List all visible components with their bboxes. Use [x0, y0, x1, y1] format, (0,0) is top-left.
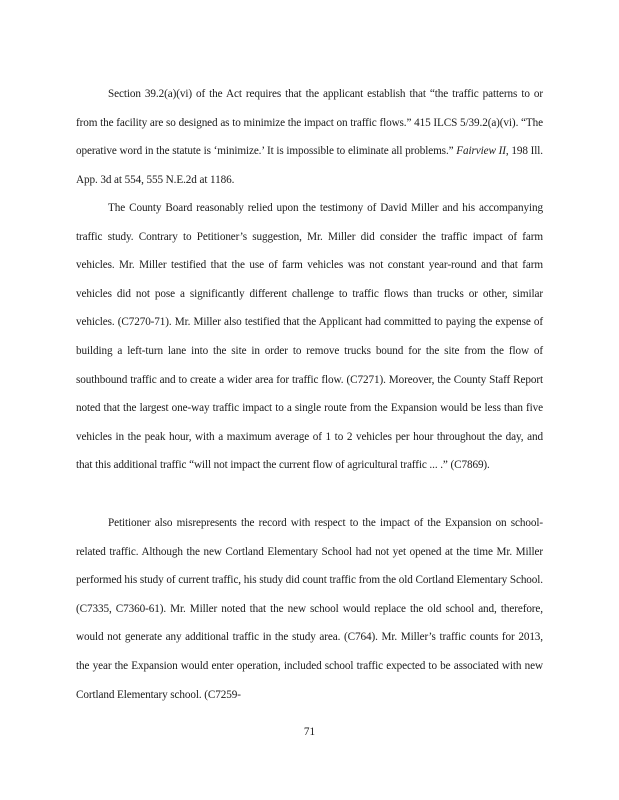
page-number: 71 — [303, 726, 316, 738]
paragraph-1-text: Section 39.2(a)(vi) of the Act requires that the applicant establish that “the traffic patterns to or from the facility are so designed as to minimize the impact on traffic flows.” 415 ILCS 5/39.2(a)(vi). “The operative word in the statute is ‘minimize.’ It is impossible to eliminate all problems.” — [76, 88, 543, 158]
paragraph-county-board: The County Board reasonably relied upon the testimony of David Miller and his accompanying traffic study. Contrary to Petitioner’s suggestion, Mr. Miller did consider the traffic impact of farm vehicles. Mr. Miller testified that the use of farm vehicles was not constant year-round and that farm vehicles did not pose a significantly different challenge to traffic flows than trucks or other, similar vehicles. (C7270-71). Mr. Miller also testified that the Applicant had committed to paying the expense of building a left-turn lane into the site in order to remove trucks bound for the site from the flow of southbound traffic and to create a wider area for traffic flow. (C7271). Moreover, the County Staff Report noted that the largest one-way traffic impact to a single route from the Expansion would be less than five vehicles in the peak hour, with a maximum average of 1 to 2 vehicles per hour throughout the day, and that this additional traffic “will not impact the current flow of agricultural traffic ... .” (C7869). — [76, 202, 543, 472]
paragraph-section-39 — [76, 80, 543, 194]
case-name-citation: Fairview II — [456, 145, 506, 158]
paragraph-school-traffic: Petitioner also misrepresents the record with respect to the impact of the Expansion on school-related traffic. Although the new Cortland Elementary School had not yet opened at the time Mr. Miller performed his study of current traffic, his study did count traffic from the old Cortland Elementary School. (C7335, C7360-61). Mr. Miller noted that the new school would replace the old school and, therefore, would not generate any additional traffic in the study area. (C764). Mr. Miller’s traffic counts for 2013, the year the Expansion would enter operation, included school traffic expected to be associated with new Cortland Elementary school. (C7259- — [76, 517, 543, 701]
paragraph-1-citation: , 198 Ill. App. 3d at 554, 555 N.E.2d at 1186. — [76, 145, 543, 186]
